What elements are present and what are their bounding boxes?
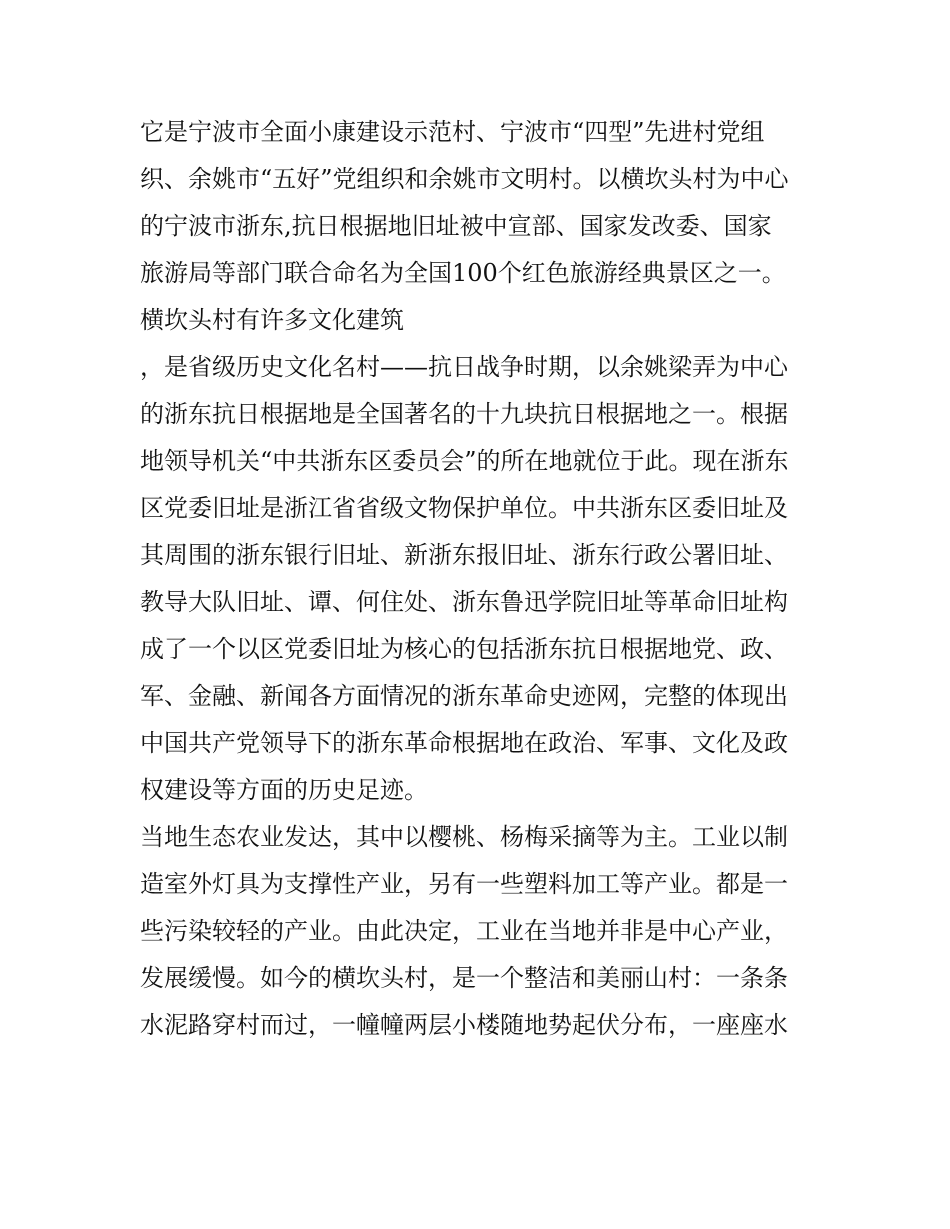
text-line: 成了一个以区党委旧址为核心的包括浙东抗日根据地党、政、 — [140, 635, 788, 663]
text-line: 旅游局等部门联合命名为全国100个红色旅游经典景区之一。 — [140, 259, 786, 287]
text-line: 当地生态农业发达，其中以樱桃、杨梅采摘等为主。工业以制 — [140, 823, 788, 851]
text-line: 区党委旧址是浙江省省级文物保护单位。中共浙东区委旧址及 — [140, 494, 788, 522]
text-line: 发展缓慢。如今的横坎头村，是一个整洁和美丽山村：一条条 — [140, 964, 788, 992]
text-line: 造室外灯具为支撑性产业，另有一些塑料加工等产业。都是一 — [140, 870, 788, 898]
text-line: 的宁波市浙东,抗日根据地旧址被中宣部、国家发改委、国家 — [140, 212, 772, 240]
text-line: 织、余姚市“五好”党组织和余姚市文明村。以横坎头村为中心 — [140, 165, 789, 193]
body-text — [140, 109, 820, 1049]
text-line: 它是宁波市全面小康建设示范村、宁波市“四型”先进村党组 — [140, 118, 765, 146]
text-line: 水泥路穿村而过，一幢幢两层小楼随地势起伏分布，一座座水 — [140, 1011, 788, 1039]
text-line: 军、金融、新闻各方面情况的浙东革命史迹网，完整的体现出 — [140, 682, 788, 710]
text-line: 些污染较轻的产业。由此决定，工业在当地并非是中心产业， — [140, 917, 788, 945]
text-line: 横坎头村有许多文化建筑 — [140, 306, 404, 334]
text-line: 地领导机关“中共浙东区委员会”的所在地就位于此。现在浙东 — [140, 447, 789, 475]
text-line: 的浙东抗日根据地是全国著名的十九块抗日根据地之一。根据 — [140, 400, 788, 428]
text-line: ，是省级历史文化名村——抗日战争时期，以余姚梁弄为中心 — [140, 353, 788, 381]
text-line: 权建设等方面的历史足迹。 — [140, 776, 428, 804]
text-line: 其周围的浙东银行旧址、新浙东报旧址、浙东行政公署旧址、 — [140, 541, 788, 569]
text-line: 教导大队旧址、谭、何住处、浙东鲁迅学院旧址等革命旧址构 — [140, 588, 788, 616]
text-line: 中国共产党领导下的浙东革命根据地在政治、军事、文化及政 — [140, 729, 788, 757]
